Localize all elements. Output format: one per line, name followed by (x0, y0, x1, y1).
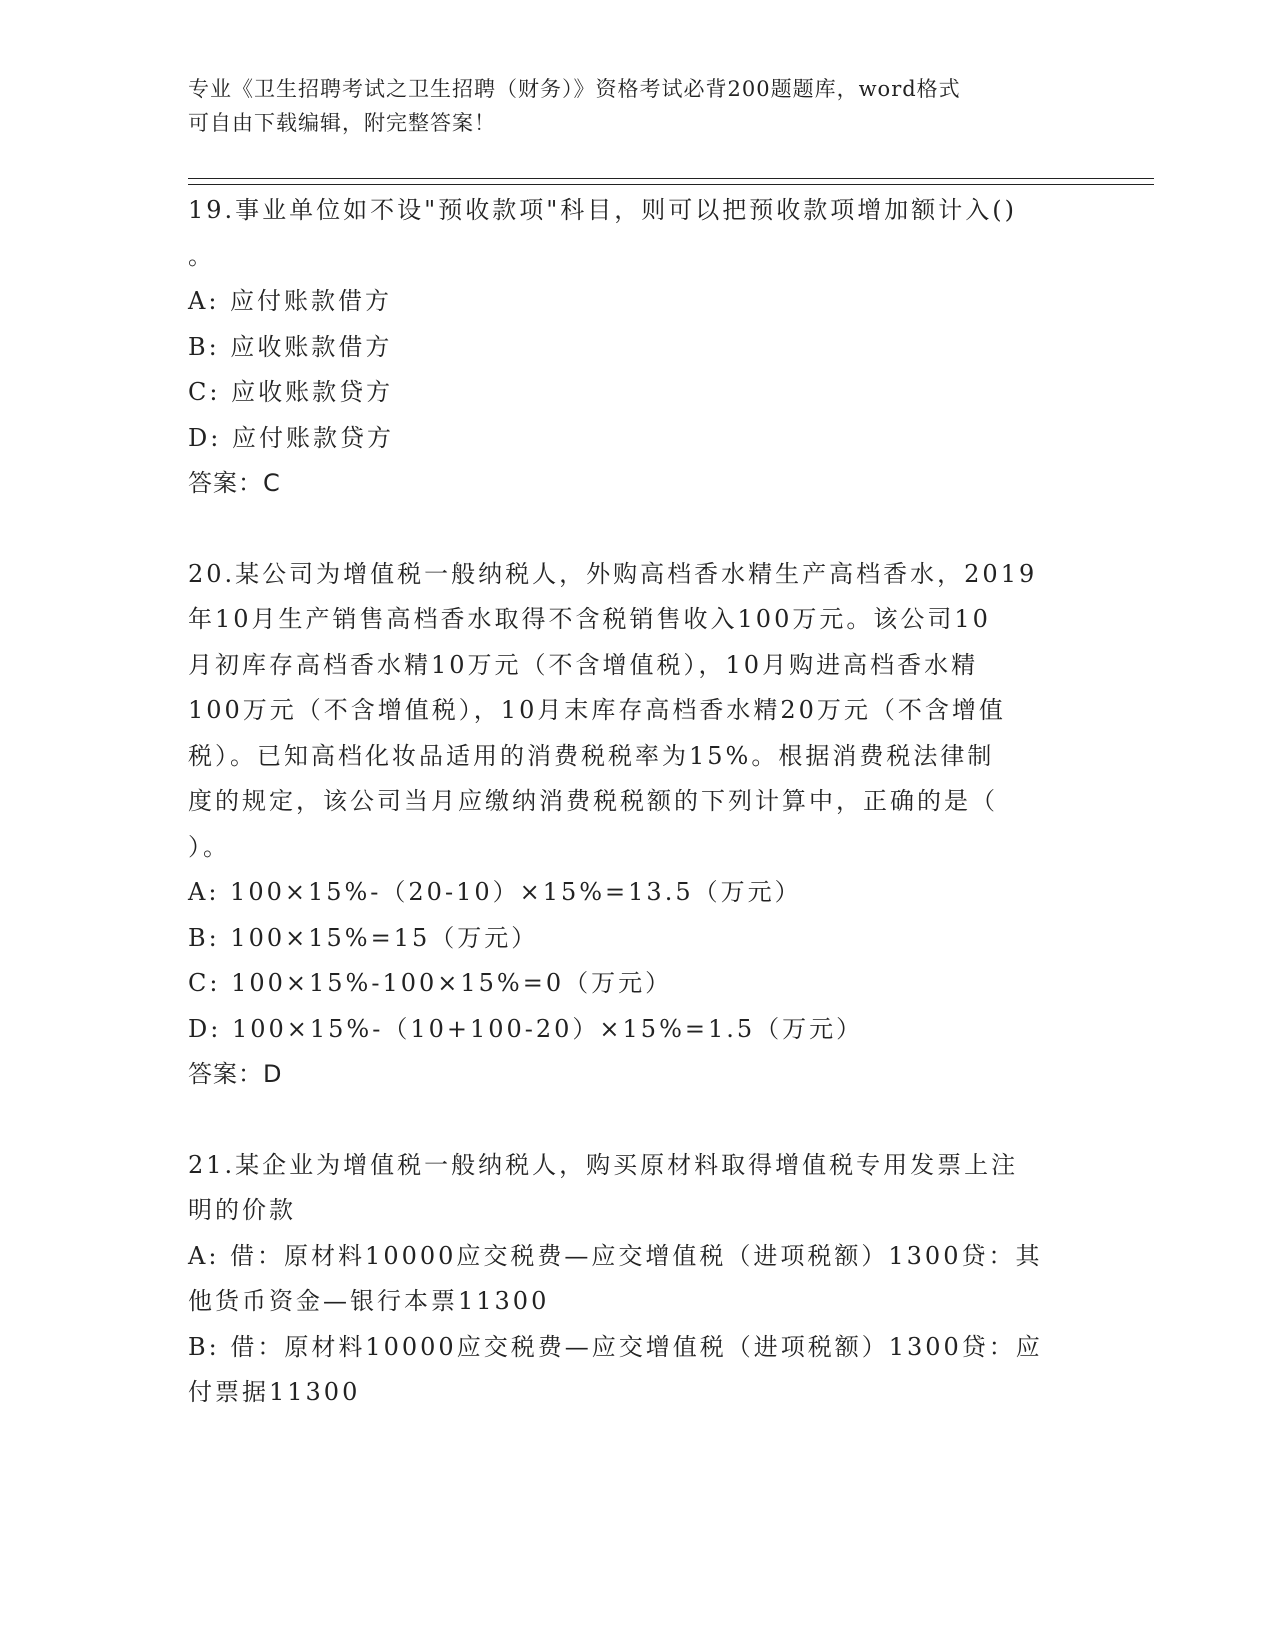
question-spacer (188, 1098, 1088, 1143)
option-a-continued: 他货币资金—银行本票11300 (188, 1287, 550, 1315)
option-a: A: 100×15%-（20-10）×15%=13.5（万元） (188, 878, 802, 906)
answer-label: 答案：C (188, 469, 281, 497)
option-b: B: 借：原材料10000应交税费—应交增值税（进项税额）1300贷：应 (188, 1332, 1043, 1361)
question-text-line: 19.事业单位如不设"预收款项"科目，则可以把预收款项增加额计入() (188, 196, 1017, 224)
question-text-line: 100万元（不含增值税），10月末库存高档香水精20万元（不含增值 (188, 696, 1006, 724)
question-text-line: 年10月生产销售高档香水取得不含税销售收入100万元。该公司10 (188, 605, 991, 633)
question-text-line: 20.某公司为增值税一般纳税人，外购高档香水精生产高档香水，2019 (188, 559, 1038, 588)
question-20 (188, 552, 1088, 1098)
option-a: A: 借：原材料10000应交税费—应交增值税（进项税额）1300贷：其 (188, 1241, 1043, 1270)
question-19 (188, 188, 1088, 507)
question-21 (188, 1143, 1088, 1416)
option-c: C: 应收账款贷方 (188, 378, 394, 406)
answer-label: 答案：D (188, 1060, 283, 1088)
option-b: B: 100×15%=15（万元） (188, 923, 539, 952)
document-header (188, 72, 1088, 140)
header-divider-top (188, 178, 1154, 179)
header-divider-bottom (188, 184, 1154, 185)
question-text-line: 税）。已知高档化妆品适用的消费税税率为15%。根据消费税法律制 (188, 741, 995, 770)
option-d: D: 应付账款贷方 (188, 423, 394, 452)
option-a: A: 应付账款借方 (188, 287, 393, 315)
header-line-1: 专业《卫生招聘考试之卫生招聘（财务）》资格考试必背200题题库，word格式 (188, 77, 961, 101)
question-text-line: ）。 (188, 832, 230, 861)
question-list (188, 188, 1088, 1416)
option-b: B: 应收账款借方 (188, 332, 393, 361)
header-line-2: 可自由下载编辑，附完整答案！ (188, 111, 496, 135)
option-d: D: 100×15%-（10+100-20）×15%=1.5（万元） (188, 1014, 864, 1043)
question-text-line: 。 (188, 241, 215, 270)
question-spacer (188, 507, 1088, 552)
question-text-line: 21.某企业为增值税一般纳税人，购买原材料取得增值税专用发票上注 (188, 1150, 1019, 1179)
option-c: C: 100×15%-100×15%=0（万元） (188, 969, 673, 997)
question-text-line: 月初库存高档香水精10万元（不含增值税），10月购进高档香水精 (188, 650, 979, 679)
question-text-line: 明的价款 (188, 1196, 296, 1224)
option-b-continued: 付票据11300 (188, 1378, 361, 1406)
question-text-line: 度的规定，该公司当月应缴纳消费税税额的下列计算中，正确的是（ (188, 787, 998, 815)
